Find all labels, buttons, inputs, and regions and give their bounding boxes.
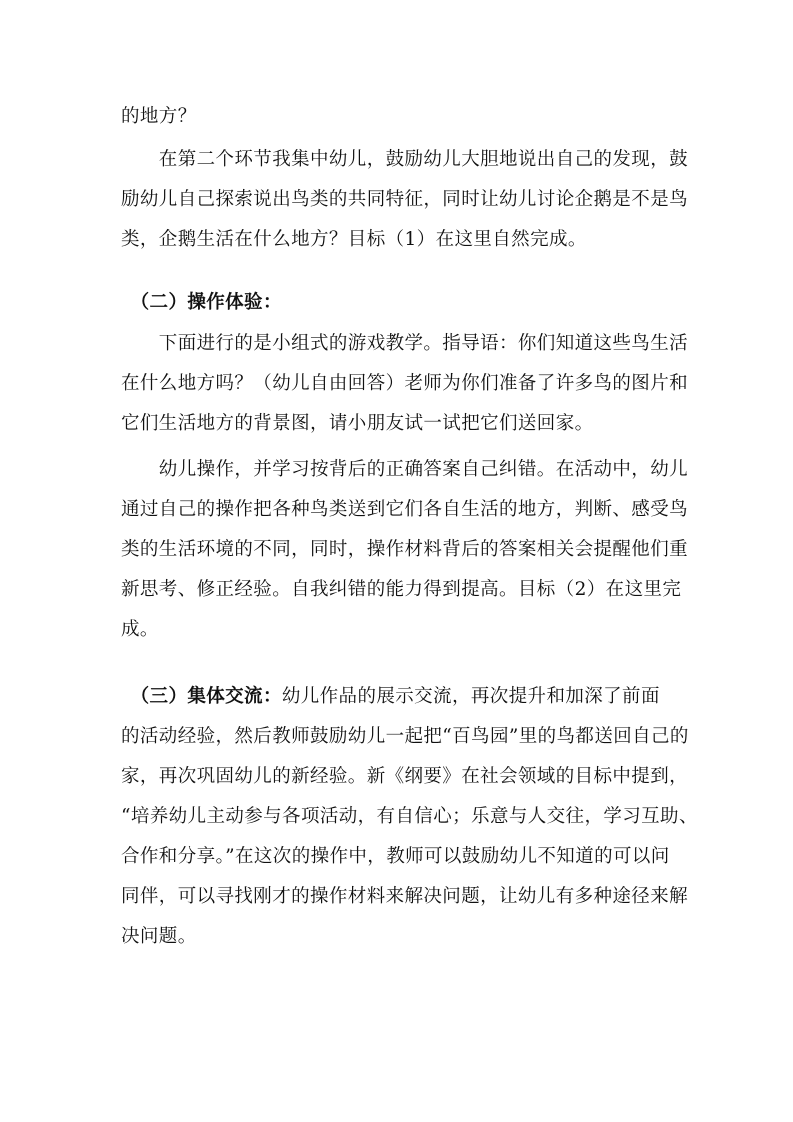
- text-line: 成。: [121, 619, 159, 640]
- paragraph-continuation: [121, 97, 681, 137]
- text-line: 合作和分享。”在这次的操作中，教师可以鼓励幼儿不知道的可以问: [121, 846, 670, 867]
- text-line: [121, 677, 681, 717]
- paragraph-self-correction: [121, 450, 689, 650]
- paragraph-second-stage: [121, 140, 689, 260]
- text-line: 在第二个环节我集中幼儿，鼓励幼儿大胆地说出自己的发现，鼓: [121, 149, 689, 170]
- paragraph-group-exchange: [121, 677, 698, 957]
- text-line: 下面进行的是小组式的游戏教学。指导语：你们知道这些鸟生活: [121, 333, 689, 354]
- paragraph-group-game: [121, 324, 689, 444]
- section-heading: （二）操作体验：: [121, 292, 282, 313]
- text-line: “培养幼儿主动参与各项活动，有自信心；乐意与人交往，学习互助、: [121, 806, 698, 827]
- text-line: 的地方？: [121, 106, 197, 127]
- text-line: 类，企鹅生活在什么地方？目标（1）在这里自然完成。: [121, 229, 587, 250]
- section-heading-operation: [121, 283, 681, 323]
- section-heading: （三）集体交流：: [121, 686, 282, 707]
- text-line: 在什么地方吗？（幼儿自由回答）老师为你们准备了许多鸟的图片和: [121, 373, 689, 394]
- text-line: 它们生活地方的背景图，请小朋友试一试把它们送回家。: [121, 413, 594, 434]
- text-line: 新思考、修正经验。自我纠错的能力得到提高。目标（2）在这里完: [121, 579, 682, 600]
- text-line: 幼儿操作，并学习按背后的正确答案自己纠错。在活动中，幼儿: [121, 459, 689, 480]
- text-line: 同伴，可以寻找刚才的操作材料来解决问题，让幼儿有多种途径来解: [121, 886, 689, 907]
- text-line: 励幼儿自己探索说出鸟类的共同特征，同时让幼儿讨论企鹅是不是鸟: [121, 189, 689, 210]
- text-line: 通过自己的操作把各种鸟类送到它们各自生活的地方，判断、感受鸟: [121, 499, 689, 520]
- text-line: 家，再次巩固幼儿的新经验。新《纲要》在社会领域的目标中提到，: [121, 766, 689, 787]
- text-line: 的活动经验，然后教师鼓励幼儿一起把“百鸟园”里的鸟都送回自己的: [121, 726, 689, 747]
- inline-text: 幼儿作品的展示交流，再次提升和加深了前面: [281, 686, 660, 707]
- text-line: 类的生活环境的不同，同时，操作材料背后的答案相关会提醒他们重: [121, 539, 689, 560]
- text-line: 决问题。: [121, 926, 197, 947]
